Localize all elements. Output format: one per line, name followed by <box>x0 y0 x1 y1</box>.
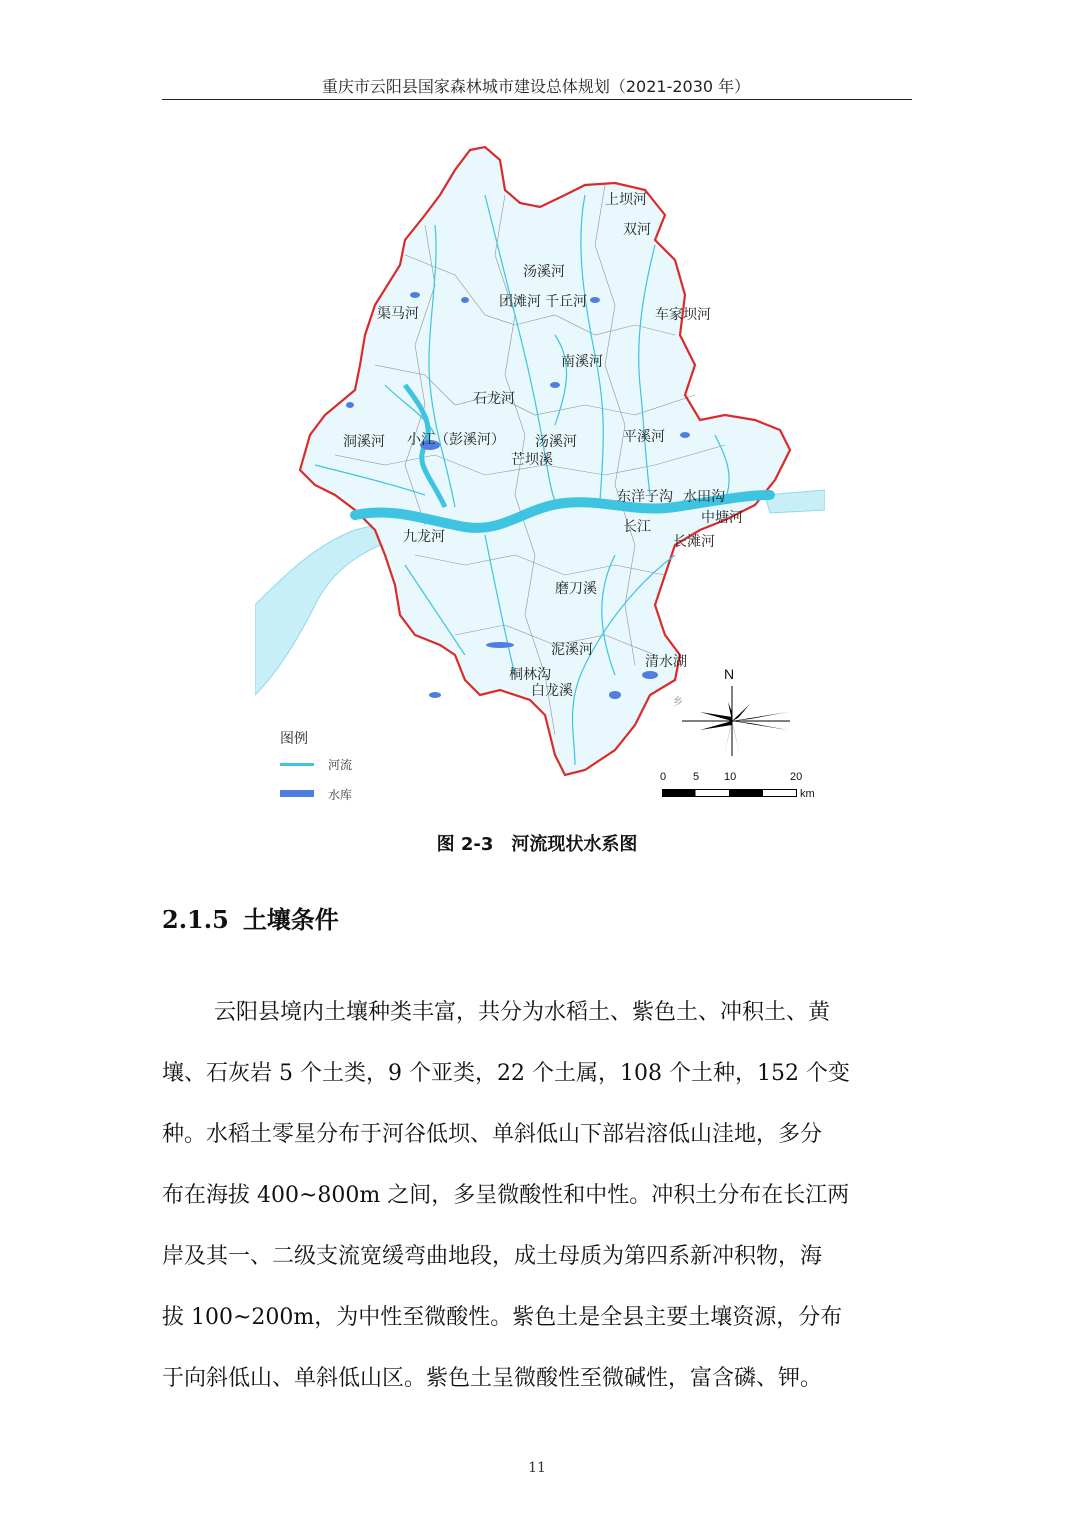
label-shuanghe: 双河 <box>623 222 651 238</box>
legend-item-river <box>280 756 400 772</box>
paragraph-line: 布在海拔 400~800m 之间，多呈微酸性和中性。冲积土分布在长江两 <box>162 1183 850 1208</box>
label-chejiaba-river: 车家坝河 <box>655 307 711 323</box>
body-paragraph <box>162 982 912 1409</box>
legend-label-reservoir: 水库 <box>328 788 353 802</box>
label-shangba-river: 上坝河 <box>605 192 647 208</box>
compass-rose-icon <box>680 684 800 758</box>
label-dongyangzi-gully: 东洋子沟 <box>617 489 673 505</box>
scale-tick-5: 5 <box>693 771 700 783</box>
label-tangxi-river-south: 汤溪河 <box>535 434 577 450</box>
label-nixi-river: 泥溪河 <box>551 642 593 658</box>
running-header: 重庆市云阳县国家森林城市建设总体规划（2021-2030 年） <box>321 77 751 96</box>
label-xiaojiang-river: 小江（彭溪河） <box>407 432 505 448</box>
river-swatch-icon <box>280 763 314 766</box>
section-title: 土壤条件 <box>242 906 339 934</box>
paragraph-line: 壤、石灰岩 5 个土类，9 个亚类，22 个土属，108 个土种，152 个变 <box>162 1061 850 1086</box>
label-pingxi-river: 平溪河 <box>623 429 665 445</box>
paragraph-line: 种。水稻土零星分布于河谷低坝、单斜低山下部岩溶低山洼地，多分 <box>162 1122 823 1147</box>
scale-unit: km <box>800 788 815 800</box>
page-number: 11 <box>528 1460 546 1476</box>
paragraph-line: 于向斜低山、单斜低山区。紫色土呈微酸性至微碱性，富含磷、钾。 <box>162 1366 823 1391</box>
map-legend <box>280 728 353 802</box>
label-nanxi-river: 南溪河 <box>561 354 603 370</box>
label-tonglin-gully: 桐林沟 <box>509 667 551 683</box>
label-quma-river: 渠马河 <box>377 306 419 322</box>
label-mangba-creek: 芒坝溪 <box>511 452 553 468</box>
label-changtan-river: 长滩河 <box>673 534 715 550</box>
scale-tick-10: 10 <box>724 771 737 783</box>
label-shilong-river: 石龙河 <box>473 391 515 407</box>
section-number: 2.1.5 <box>162 905 229 934</box>
label-zhongtang-river: 中塘河 <box>701 510 743 526</box>
label-xiang: 乡 <box>673 697 683 708</box>
scale-bar <box>662 787 798 799</box>
label-shuitian-gully: 水田沟 <box>683 489 725 505</box>
paragraph-line: 云阳县境内土壤种类丰富，共分为水稻土、紫色土、冲积土、黄 <box>214 1000 831 1025</box>
section-heading <box>162 900 339 935</box>
label-qingshui-lake: 清水湖 <box>645 654 687 670</box>
label-modao-creek: 磨刀溪 <box>555 581 597 597</box>
label-tuantan-river: 团滩河 <box>499 294 541 310</box>
label-dongxi-river: 洞溪河 <box>343 434 385 450</box>
legend-title: 图例 <box>280 731 308 747</box>
label-jiulong-river: 九龙河 <box>403 529 445 545</box>
legend-item-reservoir <box>280 786 400 802</box>
figure-caption: 图 2-3 河流现状水系图 <box>436 834 638 855</box>
label-yangtze: 长江 <box>623 519 651 535</box>
label-qianqiu-river: 千丘河 <box>545 294 587 310</box>
legend-label-river: 河流 <box>328 758 353 772</box>
header-rule <box>162 99 912 100</box>
scale-tick-0: 0 <box>660 771 667 783</box>
label-tangxi-river-north: 汤溪河 <box>523 264 565 280</box>
scale-tick-20: 20 <box>790 771 803 783</box>
reservoir-swatch-icon <box>280 790 314 797</box>
label-bailong-creek: 白龙溪 <box>531 683 573 699</box>
paragraph-line: 拔 100~200m，为中性至微酸性。紫色土是全县主要土壤资源，分布 <box>162 1305 843 1330</box>
north-label: N <box>724 666 735 682</box>
paragraph-line: 岸及其一、二级支流宽缓弯曲地段，成土母质为第四系新冲积物，海 <box>162 1244 823 1269</box>
